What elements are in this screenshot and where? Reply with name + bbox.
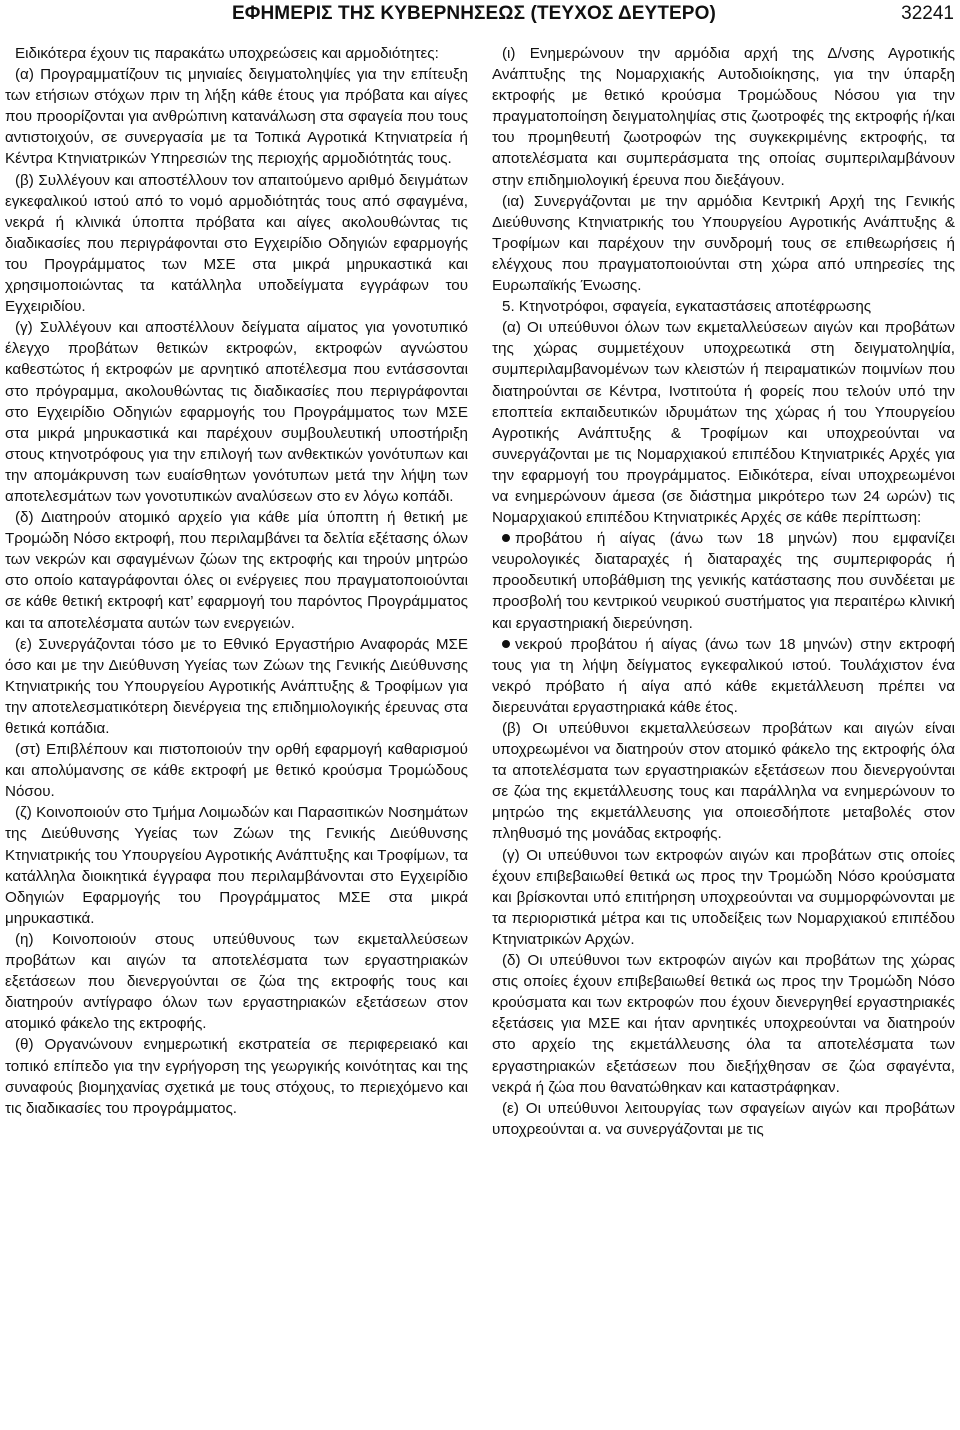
paragraph: (δ) Οι υπεύθυνοι των εκτροφών αιγών και προβάτων της χώρας στις οποίες έχουν επιβεβαιωθεί θετικά ως προς την Τρομώδη Νόσο κρούσματα και των εκτροφών που έχουν διενεργηθεί εργαστηριακές εξετάσεις για ΜΣΕ και ήταν αρνητικές υποχρεούνται να διατηρούν στο αρχείο της εκμετάλλευσης όλα τα αποτελέσματα των εργαστηριακών εξετάσεων που διεξήχθησαν σε ζώα σφαγέντα, νεκρά ή ζώα που θανατώθηκαν και καταστράφηκαν. [492,952,955,1096]
page-number: 32241 [901,3,954,24]
paragraph: (δ) Διατηρούν ατομικό αρχείο για κάθε μία ύποπτη ή θετική με Τρομώδη Νόσο εκτροφή, που περιλαμβάνει τα δελτία εξέτασης όλων των νεκρών και σφαγμένων ζώων της εκτροφής και τηρούν μητρώο στο οποίο καταγράφονται όλες οι ενέργειες που πραγματοποιούνται σε κάθε θετική εκτροφή κατ’ εφαρμογή του παρόντος Προγράμματος και τα αποτελέσματα αυτών των ενεργειών. [5,509,468,632]
bullet-icon [502,534,510,542]
paragraph: (α) Προγραμματίζουν τις μηνιαίες δειγματοληψίες για την επίτευξη των ετήσιων στόχων πριν τη λήξη κάθε έτους για πρόβατα και αίγες που προορίζονται για ανθρώπινη κατανάλωση στα σφαγεία που τους αντιστοιχούν, σε συνεργασία με τα Τοπικά Αγροτικά Κτηνιατρεία ή Κέντρα Κτηνιατρικών Υπηρεσιών της περιοχής αρμοδιότητάς τους. [5,66,468,168]
right-column [492,43,955,1140]
paragraph: Ειδικότερα έχουν τις παρακάτω υποχρεώσεις και αρμοδιότητες: [15,45,439,62]
gazette-title: ΕΦΗΜΕΡΙΣ ΤΗΣ ΚΥΒΕΡΝΗΣΕΩΣ (ΤΕΥΧΟΣ ΔΕΥΤΕΡΟ) [232,3,716,24]
paragraph: (ια) Συνεργάζονται με την αρμόδια Κεντρική Αρχή της Γενικής Διεύθυνσης Κτηνιατρικής του Υπουργείου Αγροτικής Ανάπτυξης & Τροφίμων και παρέχουν την συνδρομή τους σε επιθεωρήσεις ή ελέγχους που πραγματοποιούνται στη χώρα από υπηρεσίες της Ευρωπαϊκής Ένωσης. [492,192,955,295]
left-column [5,43,468,1119]
paragraph: (ε) Συνεργάζονται τόσο με το Εθνικό Εργαστήριο Αναφοράς ΜΣΕ όσο και με την Διεύθυνση Υγείας των Ζώων της Γενικής Διεύθυνσης Κτηνιατρικής του Υπουργείου Αγροτικής Ανάπτυξης & Τροφίμων για την αποτελεσματικότερη διενέργεια της επιδημιολογικής έρευνας στα θετικά κοπάδια. [5,635,468,737]
paragraph: (ι) Ενημερώνουν την αρμόδια αρχή της Δ/νσης Αγροτικής Ανάπτυξης της Νομαρχιακής Αυτοδιοίκησης, για την ύπαρξη εκτροφής με θετικό κρούσμα Τρομώδους Νόσου για την πραγματοποίηση δειγματοληψίας στις ζωοτροφές της εκτροφής ή/και του προμηθευτή ζωοτροφών της συγκεκριμένης εκτροφής, τα αποτελέσματα και συμπεράσματα της οποίας συμπεριλαμβάνουν στην επιδημιολογική έρευνα που διεξάγουν. [492,45,955,189]
bullet-text: προβάτου ή αίγας (άνω των 18 μηνών) που εμφανίζει νευρολογικές διαταραχές ή διαταραχές της συμπεριφοράς ή προοδευτική υποβάθμιση της γενικής κατάστασης που συνδέεται με προσβολή του κεντρικού νευρικού συστήματος για περαιτέρω κλινική και εργαστηριακή διερεύνηση. [492,530,955,632]
bullet-item [492,634,955,718]
section-heading: 5. Κτηνοτρόφοι, σφαγεία, εγκαταστάσεις αποτέφρωσης [502,298,872,316]
paragraph: (ζ) Κοινοποιούν στο Τμήμα Λοιμωδών και Παρασιτικών Νοσημάτων της Διεύθυνσης Υγείας των Ζώων της Γενικής Διεύθυνσης Κτηνιατρικής του Υπουργείου Αγροτικής Ανάπτυξης και Τροφίμων, τα κατάλληλα διοικητικά έγγραφα που περιλαμβάνονται στο Εγχειρίδιο Οδηγιών Εφαρμογής του Προγράμματος ΜΣΕ στα μικρά μηρυκαστικά. [5,804,468,927]
paragraph: (β) Συλλέγουν και αποστέλλουν τον απαιτούμενο αριθμό δειγμάτων εγκεφαλικού ιστού από το νομό αρμοδιότητάς τους από σφαγμένα, νεκρά ή κλινικά ύποπτα πρόβατα και αίγες ακολουθώντας τις διαδικασίες που περιγράφονται στο Εγχειρίδιο Οδηγιών εφαρμογής του Προγράμματος των ΜΣΕ στα μικρά μηρυκαστικά και χρησιμοποιώντας τα κατάλληλα υποδείγματα εγγράφων του Εγχειριδίου. [5,171,468,316]
paragraph: (η) Κοινοποιούν στους υπεύθυνους των εκμεταλλεύσεων προβάτων και αιγών τα αποτελέσματα των εργαστηριακών εξετάσεων που διενεργούνται σε ζώα της εκτροφής τους και διατηρούν αντίγραφο όλων των εργαστηριακών εξετάσεων στον ατομικό φάκελο της εκτροφής. [5,930,468,1033]
paragraph: (β) Οι υπεύθυνοι εκμεταλλεύσεων προβάτων και αιγών είναι υποχρεωμένοι να διατηρούν στον ατομικό φάκελο της εκτροφής όλα τα αποτελέσματα των εργαστηριακών εξετάσεων που διενεργούνται σε ζώα της εκμετάλλευσης τους και παράλληλα να ενημερώνουν το μητρώο της εκμετάλλευσης για οποιεσδήποτε μεταβολές στον πληθυσμό της μονάδας εκτροφής. [492,720,955,843]
paragraph: (γ) Οι υπεύθυνοι των εκτροφών αιγών και προβάτων στις οποίες έχουν επιβεβαιωθεί θετικά ως προς την Τρομώδη Νόσο κρούσματα και βρίσκονται υπό επιτήρηση υποχρεούνται να συμμορφώνονται με τα περιοριστικά μέτρα και τις υποδείξεις των Νομαρχιακού επιπέδου Κτηνιατρικών Αρχών. [492,846,955,948]
paragraph: (α) Οι υπεύθυνοι όλων των εκμεταλλεύσεων αιγών και προβάτων της χώρας συμμετέχουν υποχρεωτικά στη δειγματοληψία, συμπεριλαμβανομένων των κλειστών ή πειραματικών ποιμνίων που διατηρούνται σε Κέντρα, Ινστιτούτα ή φορείς που τελούν υπό την εποπτεία εκπαιδευτικών ιδρυμάτων της χώρας ή του Υπουργείου Αγροτικής Ανάπτυξης & Τροφίμων και υποχρεούνται να συνεργάζονται με τις Νομαρχιακού επιπέδου Κτηνιατρικές Αρχές για την εφαρμογή του προγράμματος. Ειδικότερα, είναι υποχρεωμένοι να ενημερώνουν άμεσα (σε διάστημα μικρότερο των 24 ωρών) τις Νομαρχιακού επιπέδου Κτηνιατρικές Αρχές σε κάθε περίπτωση: [492,319,955,527]
paragraph: (ε) Οι υπεύθυνοι λειτουργίας των σφαγείων αιγών και προβάτων υποχρεούνται α. να συνεργάζονται με τις [492,1099,955,1138]
paragraph: (γ) Συλλέγουν και αποστέλλουν δείγματα αίματος για γονοτυπικό έλεγχο προβάτων θετικών εκτροφών, εκτροφών αγνώστου καθεστώτος ή εκτροφών με αρνητικό αποτέλεσμα που εντάσσονται στο πρόγραμμα, ακολουθώντας τις διαδικασίες που περιγράφονται στο Εγχειρίδιο Οδηγιών εφαρμογής του Προγράμματος των ΜΣΕ στα μικρά μηρυκαστικά και παρέχουν συμβουλευτική υποστήριξη στους κτηνοτρόφους για την επιλογή των ανθεκτικών γονότυπων και την απομάκρυνση των ευαίσθητων γονότυπων μετά την λήψη των αποτελεσμάτων των γονοτυπικών αναλύσεων στο εν λόγω κοπάδι. [5,319,468,505]
paragraph: (στ) Επιβλέπουν και πιστοποιούν την ορθή εφαρμογή καθαρισμού και απολύμανσης σε κάθε εκτροφή με θετικό κρούσμα Τρομώδους Νόσου. [5,741,468,801]
bullet-text: νεκρού προβάτου ή αίγας (άνω των 18 μηνών) στην εκτροφή τους για τη λήψη δείγματος εγκεφαλικού ιστού. Τουλάχιστον ένα νεκρό πρόβατο ή αίγα από κάθε εκμετάλλευση πρέπει να διερευνάται εργαστηριακά κάθε έτος. [492,635,955,716]
bullet-icon [502,640,510,648]
bullet-item [492,528,955,633]
page-header [0,0,960,36]
paragraph: (θ) Οργανώνουν ενημερωτική εκστρατεία σε περιφερειακό και τοπικό επίπεδο για την εγρήγορση της γεωργικής κοινότητας και της συναφούς βιομηχανίας σχετικά με τους στόχους, το περιεχόμενο και τις διαδικασίες του προγράμματος. [5,1036,468,1117]
